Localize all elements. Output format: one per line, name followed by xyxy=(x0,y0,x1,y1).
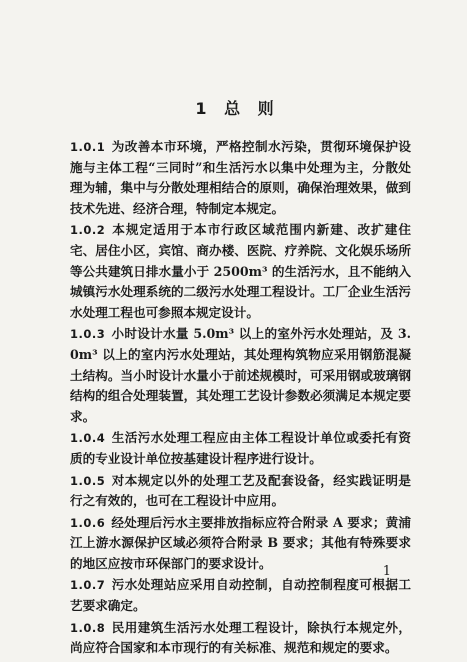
clause-1-0-2 xyxy=(70,220,411,323)
clause-text: 民用建筑生活污水处理工程设计，除执行本规定外，尚应符合国家和本市现行的有关标准、规范和规定的要求。 xyxy=(70,619,411,656)
clause-number: 1.0.7 xyxy=(70,578,106,593)
clause-1-0-7 xyxy=(70,575,411,616)
clause-text: 为改善本市环境，严格控制水污染，贯彻环境保护设施与主体工程“三同时”和生活污水以集中处理为主，分散处理为辅，集中与分散处理相结合的原则，确保治理效果，做到技术先进、经济合理，特制定本规定。 xyxy=(70,139,411,216)
clause-1-0-3 xyxy=(70,324,411,427)
clause-text: 生活污水处理工程应由主体工程设计单位或委托有资质的专业设计单位按基建设计程序进行设计。 xyxy=(70,430,411,466)
clause-number: 1.0.3 xyxy=(70,327,106,342)
clause-1-0-4 xyxy=(70,428,411,469)
clause-1-0-8 xyxy=(70,618,411,659)
clause-number: 1.0.5 xyxy=(70,473,106,488)
clause-number: 1.0.8 xyxy=(70,620,106,635)
clause-text: 本规定适用于本市行政区域范围内新建、改扩建住宅、居住小区，宾馆、商办楼、医院、疗养院、文化娱乐场所等公共建筑日排水量小于 2500m³ 的生活污水，且不能纳入城镇污水处理系统的二级污水处理工程设计。工厂企业生活污水处理工程也可参照本规定设计。 xyxy=(70,222,411,320)
clause-number: 1.0.1 xyxy=(70,140,106,154)
clause-1-0-5 xyxy=(70,471,411,512)
clause-1-0-6 xyxy=(70,513,411,575)
clause-1-0-1 xyxy=(70,137,411,219)
clause-number: 1.0.2 xyxy=(70,223,106,238)
clause-text: 对本规定以外的处理工艺及配套设备，经实践证明是行之有效的，也可在工程设计中应用。 xyxy=(70,472,411,509)
clause-text: 污水处理站应采用自动控制，自动控制程度可根据工艺要求确定。 xyxy=(70,577,411,614)
clause-text: 经处理后污水主要排放指标应符合附录 A 要求；黄浦江上游水源保护区域必须符合附录 B 要求；其他有特殊要求的地区应按市环保部门的要求设计。 xyxy=(70,514,411,571)
clause-number: 1.0.6 xyxy=(70,515,106,530)
clause-text: 小时设计水量 5.0m³ 以上的室外污水处理站，及 3.0m³ 以上的室内污水处理站，其处理构筑物应采用钢筋混凝土结构。当小时设计水量小于前述规模时，可采用钢或玻璃钢结构的组合处理装置，其处理工艺设计参数必须满足本规定要求。 xyxy=(70,326,411,424)
chapter-title: 1 总 则 xyxy=(195,99,280,118)
page-number: 1 xyxy=(382,564,391,579)
clause-number: 1.0.4 xyxy=(70,431,106,446)
